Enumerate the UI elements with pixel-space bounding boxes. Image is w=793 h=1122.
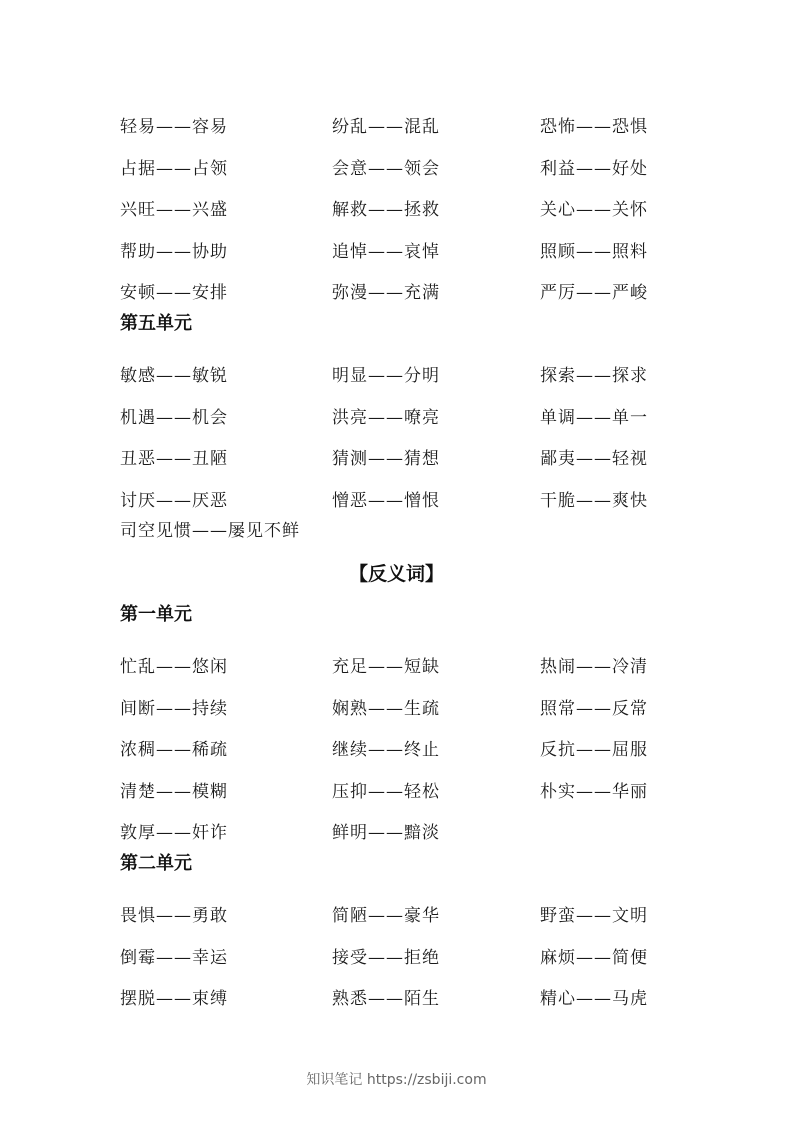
word-pair: 轻易——容易 (120, 117, 228, 138)
word-pair: 会意——领会 (332, 158, 440, 179)
word-pair-row (120, 810, 680, 852)
word-pair: 热闹——冷清 (540, 657, 648, 678)
word-pair: 忙乱——悠闲 (120, 657, 228, 678)
word-pair: 单调——单一 (540, 407, 648, 428)
word-pair-row (120, 644, 680, 686)
word-pair: 熟悉——陌生 (332, 989, 440, 1010)
word-pair-row (120, 935, 680, 977)
word-pair: 敦厚——奸诈 (120, 823, 228, 844)
word-pair: 压抑——轻松 (332, 781, 440, 802)
word-pair: 浓稠——稀疏 (120, 740, 228, 761)
word-pair: 憎恶——憎恨 (332, 490, 440, 511)
word-pair: 鄙夷——轻视 (540, 449, 648, 470)
unit-two-antonyms (120, 893, 680, 1018)
word-pair: 关心——关怀 (540, 200, 648, 221)
word-pair: 敏感——敏锐 (120, 366, 228, 387)
word-pair: 利益——好处 (540, 158, 648, 179)
word-pair: 机遇——机会 (120, 407, 228, 428)
word-pair: 探索——探求 (540, 366, 648, 387)
word-pair-row (120, 478, 680, 520)
word-pair: 摆脱——束缚 (120, 989, 228, 1010)
unit-five-synonyms (120, 353, 680, 519)
word-pair-row (120, 395, 680, 437)
word-pair: 丑恶——丑陋 (120, 449, 228, 470)
footer-watermark: 知识笔记 https://zsbiji.com (306, 1072, 487, 1088)
word-pair-row (120, 686, 680, 728)
word-pair: 猜测——猜想 (332, 449, 440, 470)
word-pair: 恐怖——恐惧 (540, 117, 648, 138)
word-pair: 照常——反常 (540, 698, 648, 719)
word-pair: 娴熟——生疏 (332, 698, 440, 719)
word-pair-row (120, 187, 680, 229)
word-pair-row (120, 727, 680, 769)
synonym-list-continued (120, 104, 680, 312)
word-pair-row (120, 976, 680, 1018)
idiom-pair: 司空见惯——屡见不鲜 (120, 521, 300, 541)
word-pair: 占据——占领 (120, 158, 228, 179)
word-pair-row (120, 104, 680, 146)
word-pair-row (120, 353, 680, 395)
word-pair: 野蛮——文明 (540, 906, 648, 927)
word-pair: 弥漫——充满 (332, 283, 440, 304)
word-pair: 接受——拒绝 (332, 947, 440, 968)
word-pair: 清楚——模糊 (120, 781, 228, 802)
unit-two-heading: 第二单元 (120, 853, 192, 874)
word-pair: 解救——拯救 (332, 200, 440, 221)
word-pair: 纷乱——混乱 (332, 117, 440, 138)
word-pair: 兴旺——兴盛 (120, 200, 228, 221)
word-pair-row (120, 893, 680, 935)
word-pair: 继续——终止 (332, 740, 440, 761)
word-pair: 倒霉——幸运 (120, 947, 228, 968)
unit-one-antonyms (120, 644, 680, 852)
word-pair: 照顾——照料 (540, 241, 648, 262)
word-pair: 鲜明——黯淡 (332, 823, 440, 844)
word-pair: 朴实——华丽 (540, 781, 648, 802)
antonym-section-heading: 【反义词】 (348, 563, 444, 585)
word-pair: 安顿——安排 (120, 283, 228, 304)
word-pair-row (120, 146, 680, 188)
word-pair: 严厉——严峻 (540, 283, 648, 304)
word-pair: 洪亮——嘹亮 (332, 407, 440, 428)
word-pair: 帮助——协助 (120, 241, 228, 262)
word-pair-row (120, 769, 680, 811)
word-pair-row (120, 270, 680, 312)
word-pair: 明显——分明 (332, 366, 440, 387)
word-pair: 干脆——爽快 (540, 490, 648, 511)
word-pair: 讨厌——厌恶 (120, 490, 228, 511)
unit-one-heading: 第一单元 (120, 604, 192, 625)
word-pair: 反抗——屈服 (540, 740, 648, 761)
word-pair: 追悼——哀悼 (332, 241, 440, 262)
word-pair-row (120, 229, 680, 271)
unit-five-heading: 第五单元 (120, 313, 192, 334)
word-pair: 间断——持续 (120, 698, 228, 719)
word-pair: 充足——短缺 (332, 657, 440, 678)
word-pair: 简陋——豪华 (332, 906, 440, 927)
word-pair-row (120, 436, 680, 478)
word-pair: 麻烦——简便 (540, 947, 648, 968)
word-pair: 畏惧——勇敢 (120, 906, 228, 927)
word-pair: 精心——马虎 (540, 989, 648, 1010)
